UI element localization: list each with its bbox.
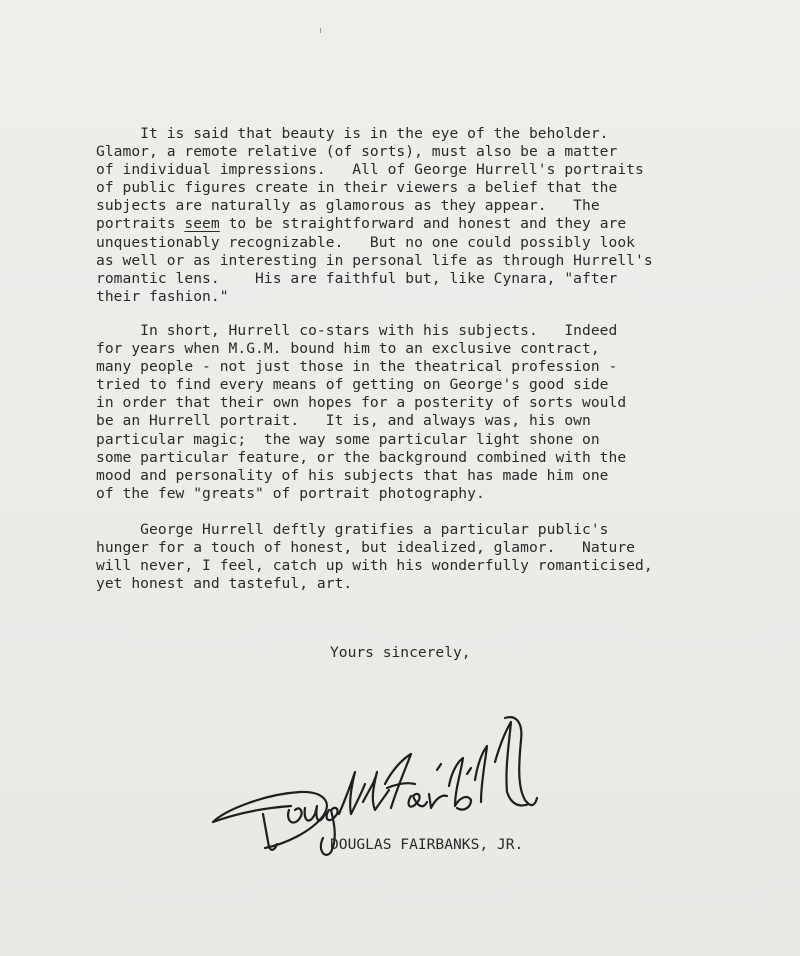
text-line: many people - not just those in the theatrical profession - <box>96 358 618 376</box>
text-line: will never, I feel, catch up with his wonderfully romanticised, <box>96 557 653 575</box>
paragraph-3 <box>96 521 653 593</box>
text-line: yet honest and tasteful, art. <box>96 575 353 593</box>
text-line: tried to find every means of getting on George's good side <box>96 376 609 394</box>
text-line: be an Hurrell portrait. It is, and always was, his own <box>96 412 591 430</box>
text-line: portraits <box>96 215 185 233</box>
text-line: as well or as interesting in personal life as through Hurrell's <box>96 251 653 269</box>
paragraph-2 <box>96 322 626 503</box>
text-line: It is said that beauty is in the eye of the beholder. <box>96 125 609 142</box>
text-line: In short, Hurrell co-stars with his subjects. Indeed <box>96 322 618 339</box>
text-line: mood and personality of his subjects that has made him one <box>96 466 609 484</box>
text-line: particular magic; the way some particular light shone on <box>96 430 600 448</box>
text-line: romantic lens. His are faithful but, like Cynara, "after <box>96 269 618 287</box>
text-line: for years when M.G.M. bound him to an exclusive contract, <box>96 340 600 358</box>
closing-salutation: Yours sincerely, <box>330 644 471 661</box>
text-line: George Hurrell deftly gratifies a particular public's <box>96 521 609 538</box>
text-line: to be straightforward and honest and they are <box>219 215 627 233</box>
text-line: in order that their own hopes for a posterity of sorts would <box>96 394 627 412</box>
underlined-word: seem <box>184 215 220 233</box>
text-line: some particular feature, or the background combined with the <box>96 448 627 466</box>
text-line: of the few "greats" of portrait photography. <box>96 484 485 502</box>
text-line: unquestionably recognizable. But no one could possibly look <box>96 233 636 251</box>
text-line: subjects are naturally as glamorous as they appear. The <box>96 197 600 215</box>
signer-name: DOUGLAS FAIRBANKS, JR. <box>330 836 524 853</box>
paper-mark <box>320 28 321 33</box>
text-line: of public figures create in their viewers a belief that the <box>96 179 618 197</box>
text-line: hunger for a touch of honest, but idealized, glamor. Nature <box>96 539 636 557</box>
text-line: their fashion." <box>96 287 229 305</box>
paragraph-1 <box>96 125 653 306</box>
text-line: of individual impressions. All of George Hurrell's portraits <box>96 161 644 179</box>
text-line: Glamor, a remote relative (of sorts), must also be a matter <box>96 143 618 161</box>
